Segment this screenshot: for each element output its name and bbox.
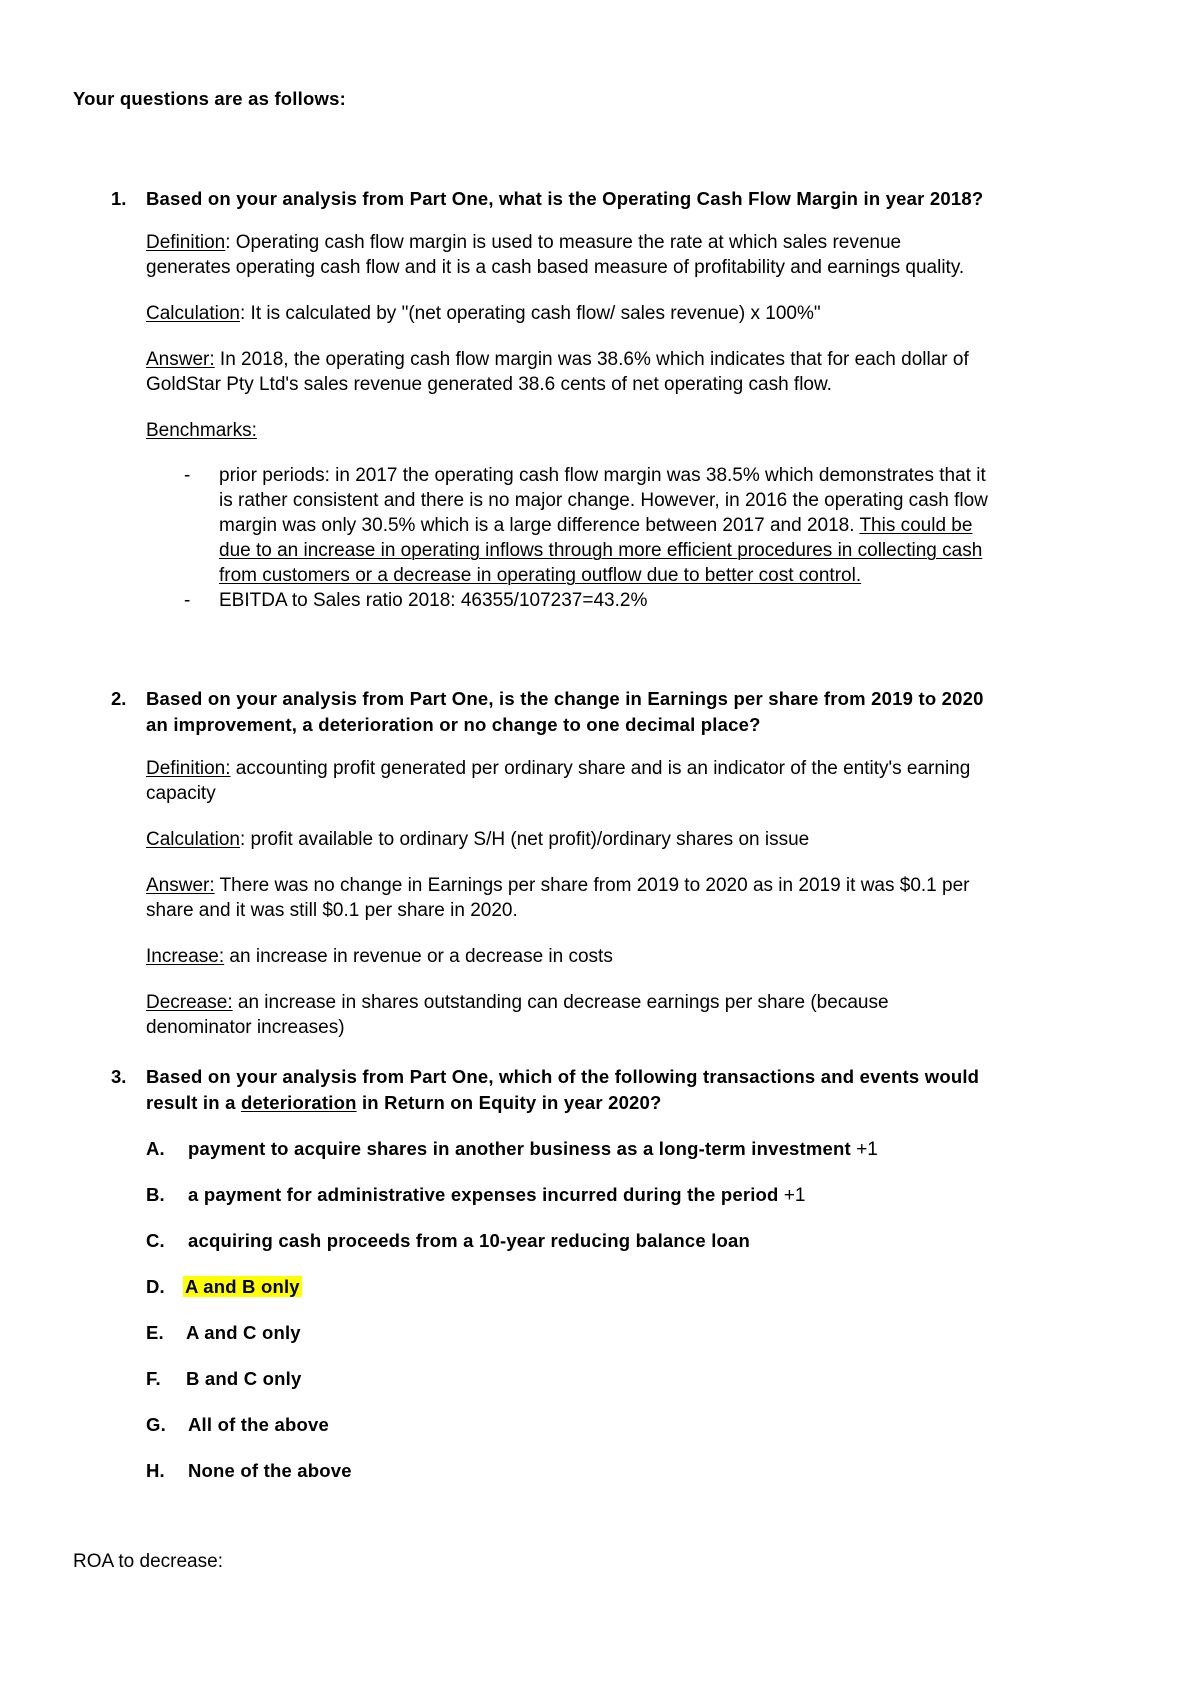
q2-definition-text: accounting profit generated per ordinary share and is an indicator of the entity's earning — [230, 758, 971, 779]
q3-option-g-text: All of the above — [188, 1414, 329, 1435]
q3-question-line1: Based on your analysis from Part One, which of the following transactions and events would — [146, 1066, 980, 1087]
q3-question-line2a: result in a — [146, 1092, 241, 1113]
q3-option-b-note: +1 — [778, 1185, 806, 1206]
q3-option-d-highlight — [183, 1274, 302, 1299]
q3-option-c-letter: C. — [146, 1230, 165, 1251]
q1-definition-line2: generates operating cash flow and it is a cash based measure of profitability and earnings quality. — [146, 257, 965, 278]
q1-definition-text: : Operating cash flow margin is used to measure the rate at which sales revenue — [225, 232, 902, 253]
q3-option-e-text: A and C only — [186, 1322, 301, 1343]
q2-increase — [146, 944, 613, 969]
q1-definition-label: Definition — [146, 232, 226, 253]
q1-bullet2-dash: - — [184, 590, 191, 611]
q3-option-h-letter: H. — [146, 1460, 165, 1481]
q1-bullet1-line3a: margin was only 30.5% which is a large difference between 2017 and 2018. — [219, 515, 860, 536]
q2-calculation-label: Calculation — [146, 829, 240, 850]
q1-definition — [146, 230, 901, 255]
q1-calculation-label: Calculation — [146, 303, 240, 324]
q1-bullet1-line3 — [219, 513, 972, 538]
q2-question-line2: an improvement, a deterioration or no change to one decimal place? — [146, 714, 761, 735]
q2-calculation-text: : profit available to ordinary S/H (net profit)/ordinary shares on issue — [240, 829, 810, 850]
q3-question-keyword: deterioration — [240, 1092, 357, 1113]
q3-option-f-text: B and C only — [186, 1368, 302, 1389]
q3-option-c-text: acquiring cash proceeds from a 10-year reducing balance loan — [188, 1230, 751, 1251]
q3-option-b-letter: B. — [146, 1184, 165, 1205]
q1-benchmarks-label: Benchmarks: — [146, 420, 257, 441]
q3-option-d-letter: D. — [146, 1276, 165, 1297]
q1-answer — [146, 347, 969, 372]
q3-option-a-note: +1 — [850, 1139, 878, 1160]
q1-answer-label: Answer: — [146, 349, 215, 370]
q1-bullet1-line1: prior periods: in 2017 the operating cash flow margin was 38.5% which demonstrates that it — [219, 465, 986, 486]
q1-number: 1. — [111, 188, 127, 209]
q3-option-e-letter: E. — [146, 1322, 164, 1343]
q2-definition-label: Definition: — [146, 758, 231, 779]
q3-option-a-letter: A. — [146, 1138, 165, 1159]
page-heading: Your questions are as follows: — [73, 88, 346, 109]
q2-decrease-text: an increase in shares outstanding can decrease earnings per share (because — [232, 992, 889, 1013]
q1-answer-text: In 2018, the operating cash flow margin was 38.6% which indicates that for each dollar of — [214, 349, 969, 370]
q3-option-b — [188, 1182, 806, 1208]
q3-option-f-letter: F. — [146, 1368, 161, 1389]
q1-bullet2: EBITDA to Sales ratio 2018: 46355/107237=43.2% — [219, 590, 648, 611]
q2-definition — [146, 756, 970, 781]
q2-decrease-label: Decrease: — [146, 992, 233, 1013]
q3-option-a-text: payment to acquire shares in another business as a long-term investment — [188, 1138, 851, 1159]
q2-calculation — [146, 827, 809, 852]
q2-increase-label: Increase: — [146, 946, 225, 967]
q3-option-d-text: A and B only — [185, 1276, 300, 1297]
q2-answer-label: Answer: — [146, 875, 215, 896]
q2-decrease — [146, 990, 889, 1015]
q1-bullet1-line2: is rather consistent and there is no major change. However, in 2016 the operating cash flow — [219, 490, 988, 511]
q3-question-line2c: in Return on Equity in year 2020? — [356, 1092, 662, 1113]
q2-answer-text: There was no change in Earnings per share from 2019 to 2020 as in 2019 it was $0.1 per — [214, 875, 970, 896]
q2-definition-line2: capacity — [146, 783, 216, 804]
q3-option-b-text: a payment for administrative expenses incurred during the period — [188, 1184, 779, 1205]
q1-bullet1-line5: from customers or a decrease in operating outflow due to better cost control. — [219, 565, 862, 586]
q1-calculation — [146, 301, 821, 326]
q2-answer — [146, 873, 969, 898]
q3-option-a — [188, 1136, 878, 1162]
q3-option-h-text: None of the above — [188, 1460, 352, 1481]
q1-bullet1-dash: - — [184, 465, 191, 486]
q2-number: 2. — [111, 688, 127, 709]
q3-number: 3. — [111, 1066, 127, 1087]
q1-calculation-text: : It is calculated by "(net operating cash flow/ sales revenue) x 100%" — [240, 303, 821, 324]
q1-answer-line2: GoldStar Pty Ltd's sales revenue generated 38.6 cents of net operating cash flow. — [146, 374, 832, 395]
q2-decrease-line2: denominator increases) — [146, 1017, 345, 1038]
q1-question: Based on your analysis from Part One, what is the Operating Cash Flow Margin in year 2018? — [146, 188, 984, 209]
roa-note: ROA to decrease: — [73, 1551, 223, 1572]
q2-increase-text: an increase in revenue or a decrease in costs — [224, 946, 613, 967]
q1-bullet1-line4: due to an increase in operating inflows through more efficient procedures in collecting cash — [219, 540, 983, 561]
q2-answer-line2: share and it was still $0.1 per share in 2020. — [146, 900, 518, 921]
q2-question-line1: Based on your analysis from Part One, is the change in Earnings per share from 2019 to 2020 — [146, 688, 984, 709]
q3-question-line2 — [146, 1090, 662, 1115]
q3-option-g-letter: G. — [146, 1414, 166, 1435]
q1-bullet1-line3b: This could be — [859, 515, 973, 536]
